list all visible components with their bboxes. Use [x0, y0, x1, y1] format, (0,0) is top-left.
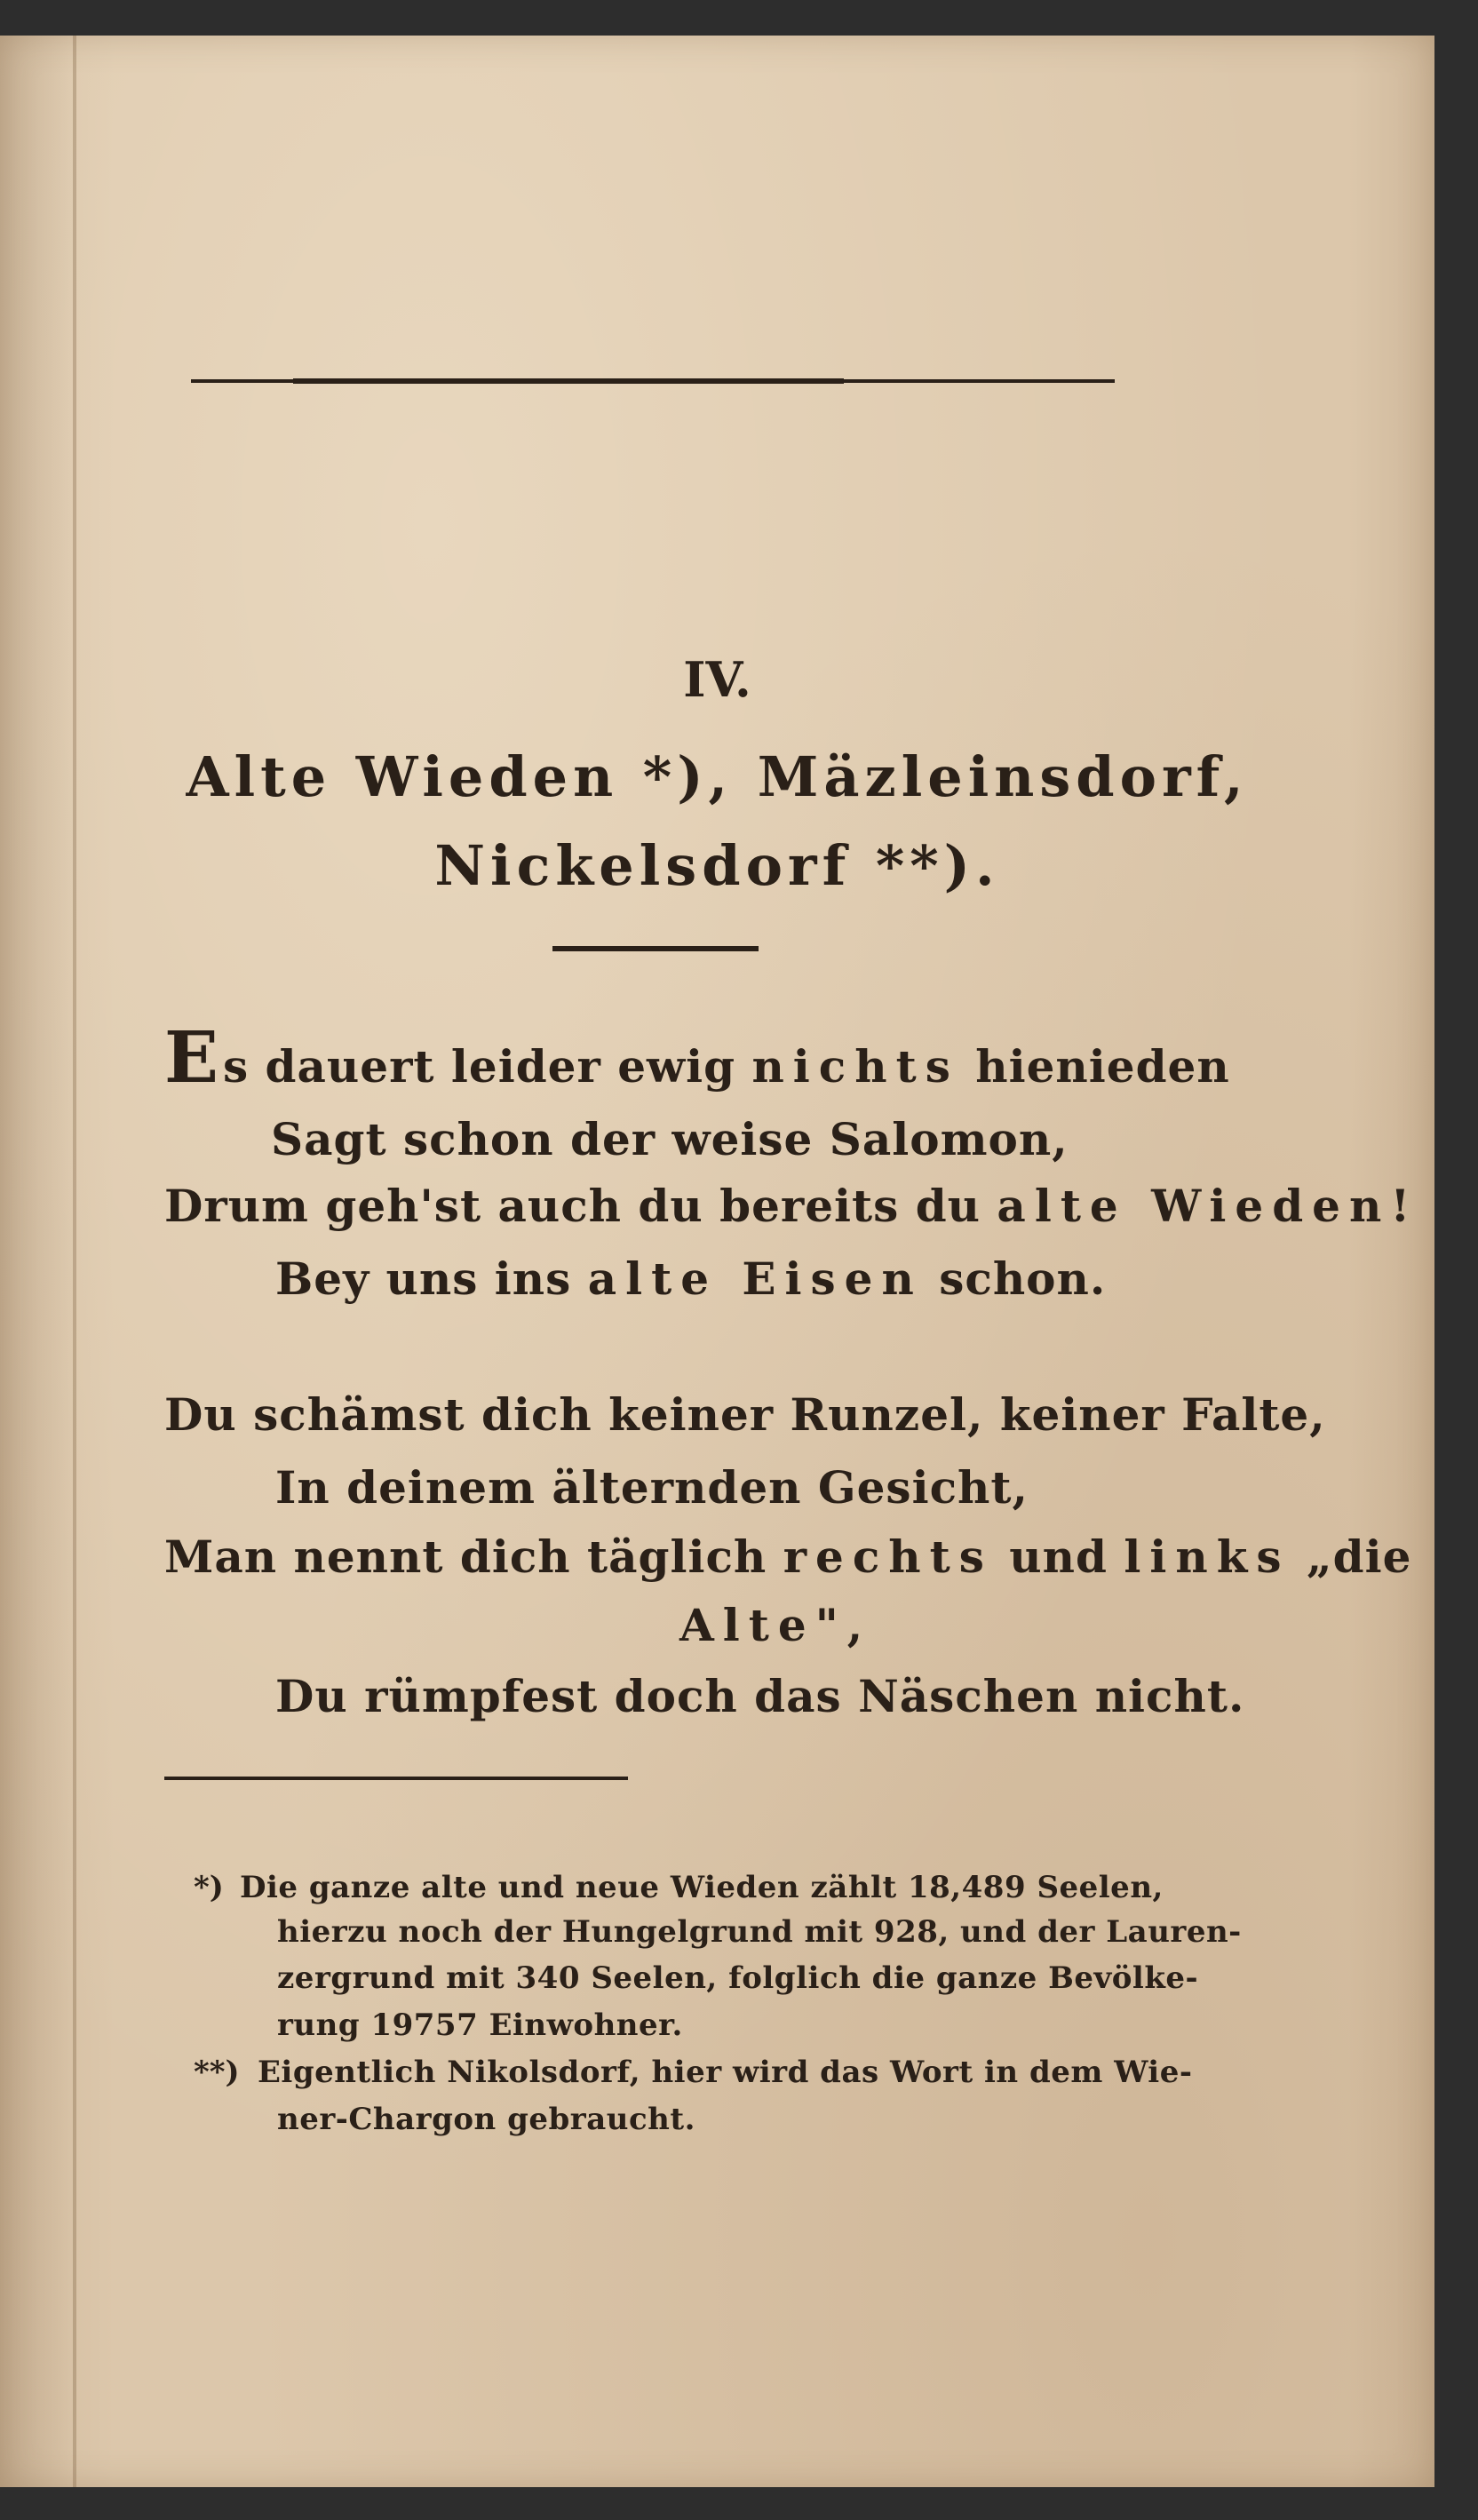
footnote1-line1: Die ganze alte und neue Wieden zählt 18,489 Seelen, [240, 1870, 1164, 1905]
title-divider [552, 946, 759, 951]
stanza2-line2: In deinem älternden Gesicht, [275, 1461, 1029, 1514]
footnote2-mark: **) [194, 2055, 240, 2090]
footnote2-line1: Eigentlich Nikolsdorf, hier wird das Wort in dem Wie- [258, 2055, 1193, 2090]
chapter-title-line1: Alte Wieden *), Mäzleinsdorf, [186, 744, 1249, 809]
stanza1-line2: Sagt schon der weise Salomon, [271, 1113, 1069, 1165]
footnote1-line3: zergrund mit 340 Seelen, folglich die ganze Bevölke- [277, 1960, 1199, 1996]
stanza1-line4-pre: Bey uns ins [275, 1252, 588, 1305]
drop-cap: E [164, 1015, 219, 1099]
page-fold-line [73, 36, 76, 2487]
header-rule-thick [293, 378, 844, 384]
stanza2-line3-mid: und [992, 1530, 1124, 1583]
stanza1-line3-emph: alte Wieden! [997, 1180, 1419, 1232]
chapter-title-line2: Nickelsdorf **). [434, 833, 1000, 898]
footnote1-mark: *) [194, 1870, 224, 1905]
stanza1-line1-pre: s dauert leider ewig [222, 1040, 752, 1093]
footnote1-line4: rung 19757 Einwohner. [277, 2007, 683, 2043]
stanza2-line4: Du rümpfest doch das Näschen nicht. [275, 1670, 1245, 1722]
stanza2-line3-pre: Man nennt dich täglich [164, 1530, 783, 1583]
footnote2-line2: ner-Chargon gebraucht. [277, 2102, 695, 2137]
stanza1-line3 [164, 1180, 1418, 1232]
footnote-rule [164, 1777, 628, 1780]
stanza2-line1: Du schämst dich keiner Runzel, keiner Falte, [164, 1388, 1326, 1441]
footnote1-line2: hierzu noch der Hungelgrund mit 928, und der Lauren- [277, 1914, 1242, 1950]
stanza1-line4 [275, 1252, 1106, 1305]
stanza1-line4-post: schon. [922, 1252, 1107, 1305]
stanza1-line1 [164, 1015, 1230, 1099]
stanza2-line3-emph1: rechts [783, 1530, 993, 1583]
stanza2-line3 [164, 1530, 1411, 1583]
chapter-numeral: IV. [683, 651, 751, 708]
stanza2-line3-post: „die [1290, 1530, 1412, 1583]
page-edge-shadow [0, 36, 73, 2487]
stanza2-line3-emph2: links [1124, 1530, 1291, 1583]
stanza1-line4-emph: alte Eisen [587, 1252, 923, 1305]
stanza1-line1-emph: nichts [751, 1040, 959, 1093]
stanza1-line3-pre: Drum geh'st auch du bereits du [164, 1180, 997, 1232]
stanza1-line1-post: hienieden [958, 1040, 1230, 1093]
stanza2-line3-continuation: Alte", [679, 1599, 872, 1651]
